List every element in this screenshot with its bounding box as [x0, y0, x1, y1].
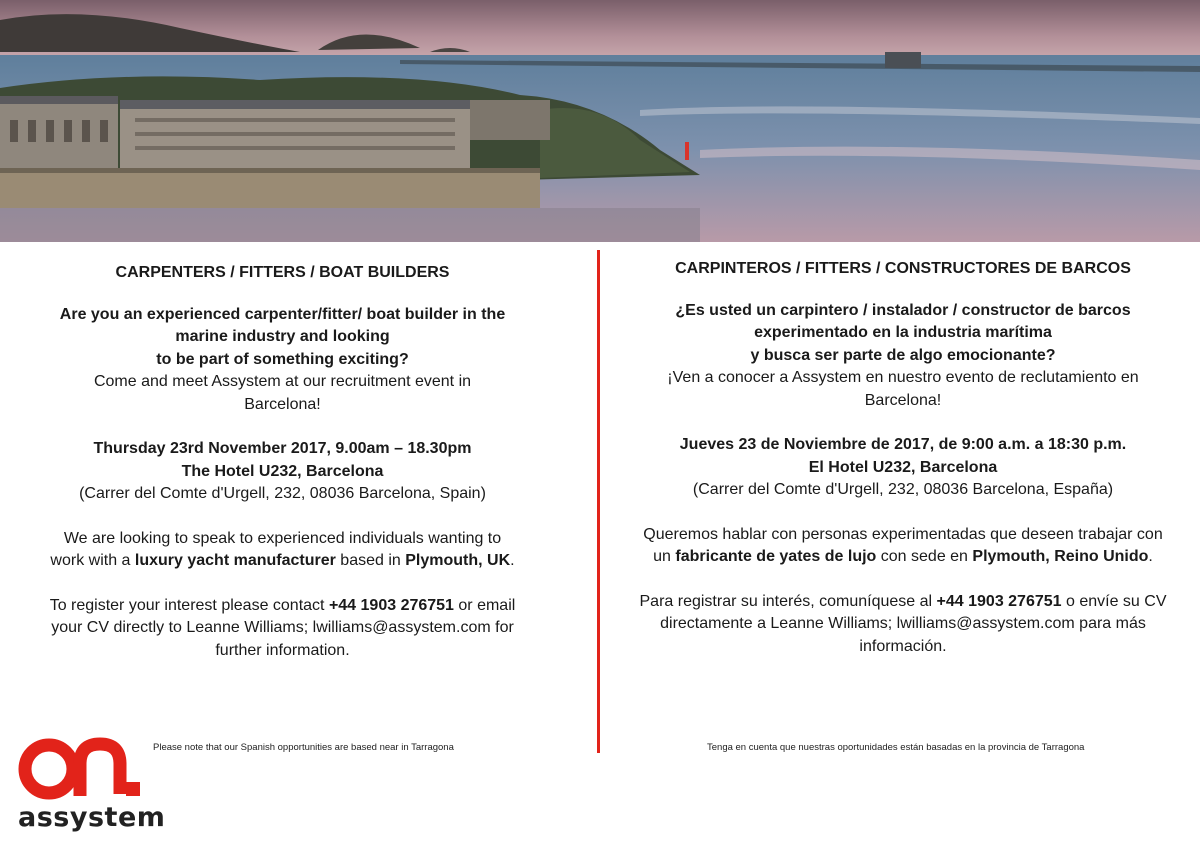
spanish-location: Plymouth, Reino Unido [972, 548, 1149, 565]
spanish-column [618, 262, 1188, 658]
spanish-invite: ¡Ven a conocer a Assystem en nuestro evento de reclutamiento en Barcelona! [667, 369, 1139, 409]
english-invite: Come and meet Assystem at our recruitment event in Barcelona! [93, 373, 472, 413]
spanish-address: (Carrer del Comte d'Urgell, 232, 08036 Barcelona, España) [692, 481, 1114, 498]
english-phone: +44 1903 276751 [328, 596, 454, 614]
logo-wordmark: assystem [18, 802, 166, 833]
english-column [20, 262, 545, 662]
english-speak: We are looking to speak to experienced individuals wanting to work with a luxury yacht manufacturer based in Plymouth, UK. [50, 529, 515, 569]
spanish-speak: Queremos hablar con personas experimentadas que deseen trabajar con un fabricante de yates de lujo con sede en Plymouth, Reino Unido. [643, 525, 1163, 565]
spanish-register: Para registrar su interés, comuníquese al +44 1903 276751 o envíe su CV directamente a Leanne Williams; lwilliams@assystem.com para más información. [639, 592, 1167, 655]
spanish-phone: +44 1903 276751 [936, 592, 1062, 610]
english-footnote: Please note that our Spanish opportunities are based near in Tarragona [153, 742, 454, 753]
english-manufacturer: luxury yacht manufacturer [134, 552, 336, 569]
english-email-line: your CV directly to Leanne Williams; lwilliams@assystem.com for [51, 619, 514, 636]
spanish-question: ¿Es usted un carpintero / instalador / constructor de barcos experimentado en la industria marítima y busca ser parte de algo emocionante? [675, 301, 1131, 364]
harbour-banner-image [0, 0, 1200, 242]
assystem-logo-icon [16, 736, 146, 802]
english-date: Thursday 23rd November 2017, 9.00am – 18.30pm [93, 440, 472, 457]
assystem-logo [16, 736, 166, 833]
english-heading: CARPENTERS / FITTERS / BOAT BUILDERS [115, 264, 450, 281]
column-divider [597, 250, 600, 753]
spanish-email-line: directamente a Leanne Williams; lwilliams@assystem.com para más [660, 615, 1146, 632]
spanish-heading: CARPINTEROS / FITTERS / CONSTRUCTORES DE BARCOS [675, 260, 1131, 277]
english-address: (Carrer del Comte d'Urgell, 232, 08036 Barcelona, Spain) [79, 485, 486, 502]
english-register: To register your interest please contact +44 1903 276751 or email your CV directly to Leanne Williams; lwilliams@assystem.com for further information. [49, 596, 516, 659]
english-location: Plymouth, UK [405, 552, 511, 569]
spanish-manufacturer: fabricante de yates de lujo [675, 548, 877, 565]
spanish-footnote: Tenga en cuenta que nuestras oportunidades están basadas en la provincia de Tarragona [707, 742, 1085, 753]
english-question: Are you an experienced carpenter/fitter/ boat builder in the marine industry and looking to be part of something exciting? [59, 305, 506, 368]
spanish-venue: El Hotel U232, Barcelona [808, 458, 998, 476]
spanish-date: Jueves 23 de Noviembre de 2017, de 9:00 a.m. a 18:30 p.m. [679, 436, 1127, 453]
english-venue: The Hotel U232, Barcelona [181, 462, 384, 480]
